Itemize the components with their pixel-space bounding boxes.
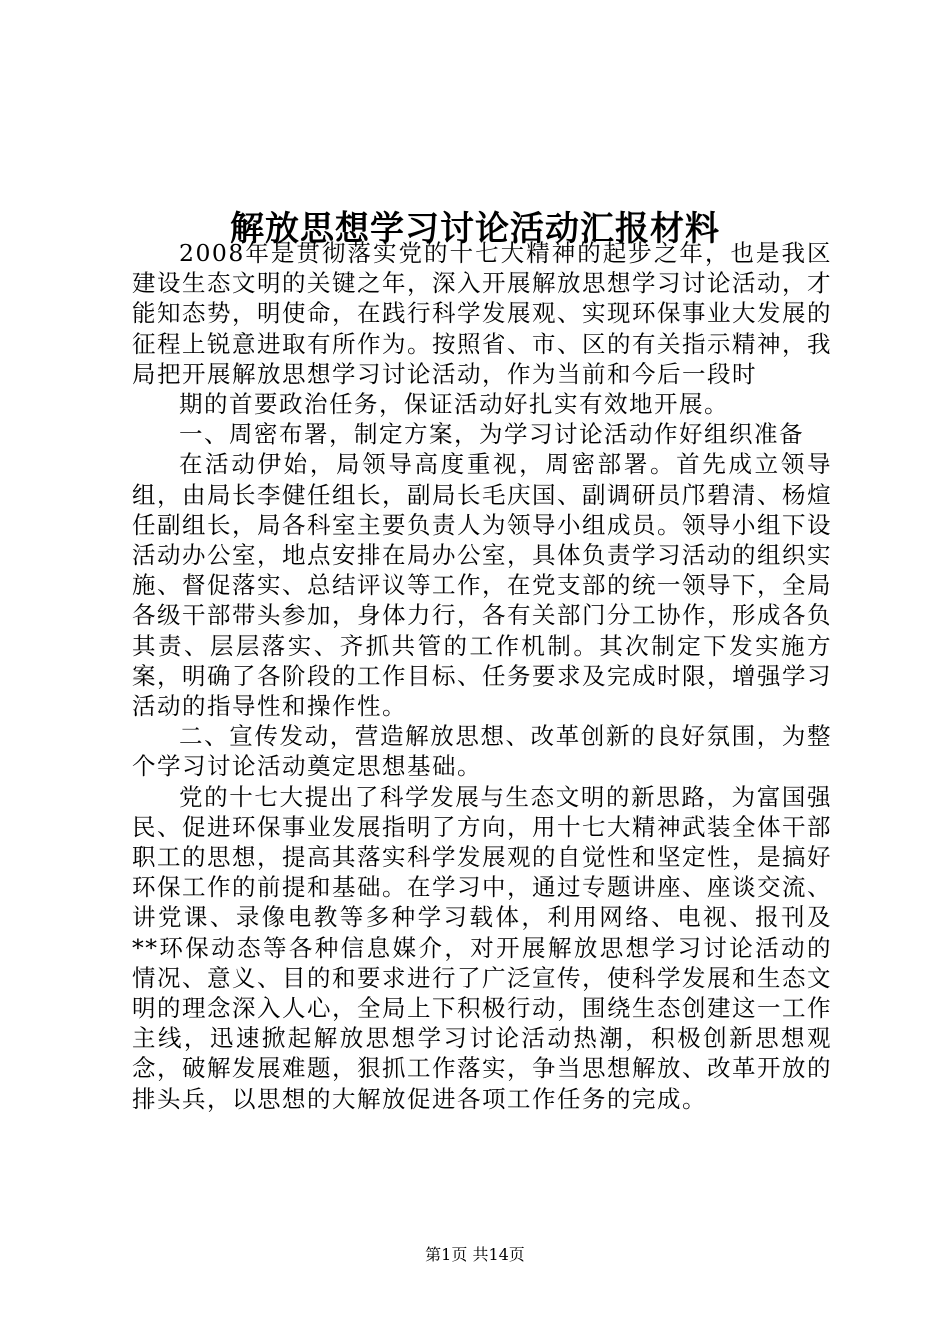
document-title: 解放思想学习讨论活动汇报材料 [230,208,720,249]
paragraph-intro-continued: 期的首要政治任务，保证活动好扎实有效地开展。 [179,390,729,419]
paragraph-organization: 在活动伊始，局领导高度重视，周密部署。首先成立领导组，由局长李健任组长，副局长毛庆国、副调研员邝碧清、杨煊任副组长，局各科室主要负责人为领导小组成员。领导小组下设活动办公室，地点安排在局办公室，具体负责学习活动的组织实施、督促落实、总结评议等工作，在党支部的统一领导下，全局各级干部带头参加，身体力行，各有关部门分工协作，形成各负其责、层层落实、齐抓共管的工作机制。其次制定下发实施方案，明确了各阶段的工作目标、任务要求及完成时限，增强学习活动的指导性和操作性。 [132,450,832,721]
section-heading-2: 二、宣传发动，营造解放思想、改革创新的良好氛围，为整个学习讨论活动奠定思想基础。 [132,722,832,781]
page-footer: 第1页 共14页 [425,1245,525,1264]
section-heading-1: 一、周密布署，制定方案，为学习讨论活动作好组织准备 [179,420,804,449]
paragraph-publicity: 党的十七大提出了科学发展与生态文明的新思路，为富国强民、促进环保事业发展指明了方向，用十七大精神武装全体干部职工的思想，提高其落实科学发展观的自觉性和坚定性，是搞好环保工作的前提和基础。在学习中，通过专题讲座、座谈交流、讲党课、录像电教等多种学习载体，利用网络、电视、报刊及**环保动态等各种信息媒介，对开展解放思想学习讨论活动的情况、意义、目的和要求进行了广泛宣传，使科学发展和生态文明的理念深入人心，全局上下积极行动，围绕生态创建这一工作主线，迅速掀起解放思想学习讨论活动热潮，积极创新思想观念，破解发展难题，狠抓工作落实，争当思想解放、改革开放的排头兵，以思想的大解放促进各项工作任务的完成。 [132,782,832,1113]
document-body [132,238,832,1114]
paragraph-intro: 2008年是贯彻落实党的十七大精神的起步之年，也是我区建设生态文明的关键之年，深入开展解放思想学习讨论活动，才能知态势，明使命，在践行科学发展观、实现环保事业大发展的征程上锐意进取有所作为。按照省、市、区的有关指示精神，我局把开展解放思想学习讨论活动，作为当前和今后一段时 [132,239,832,388]
